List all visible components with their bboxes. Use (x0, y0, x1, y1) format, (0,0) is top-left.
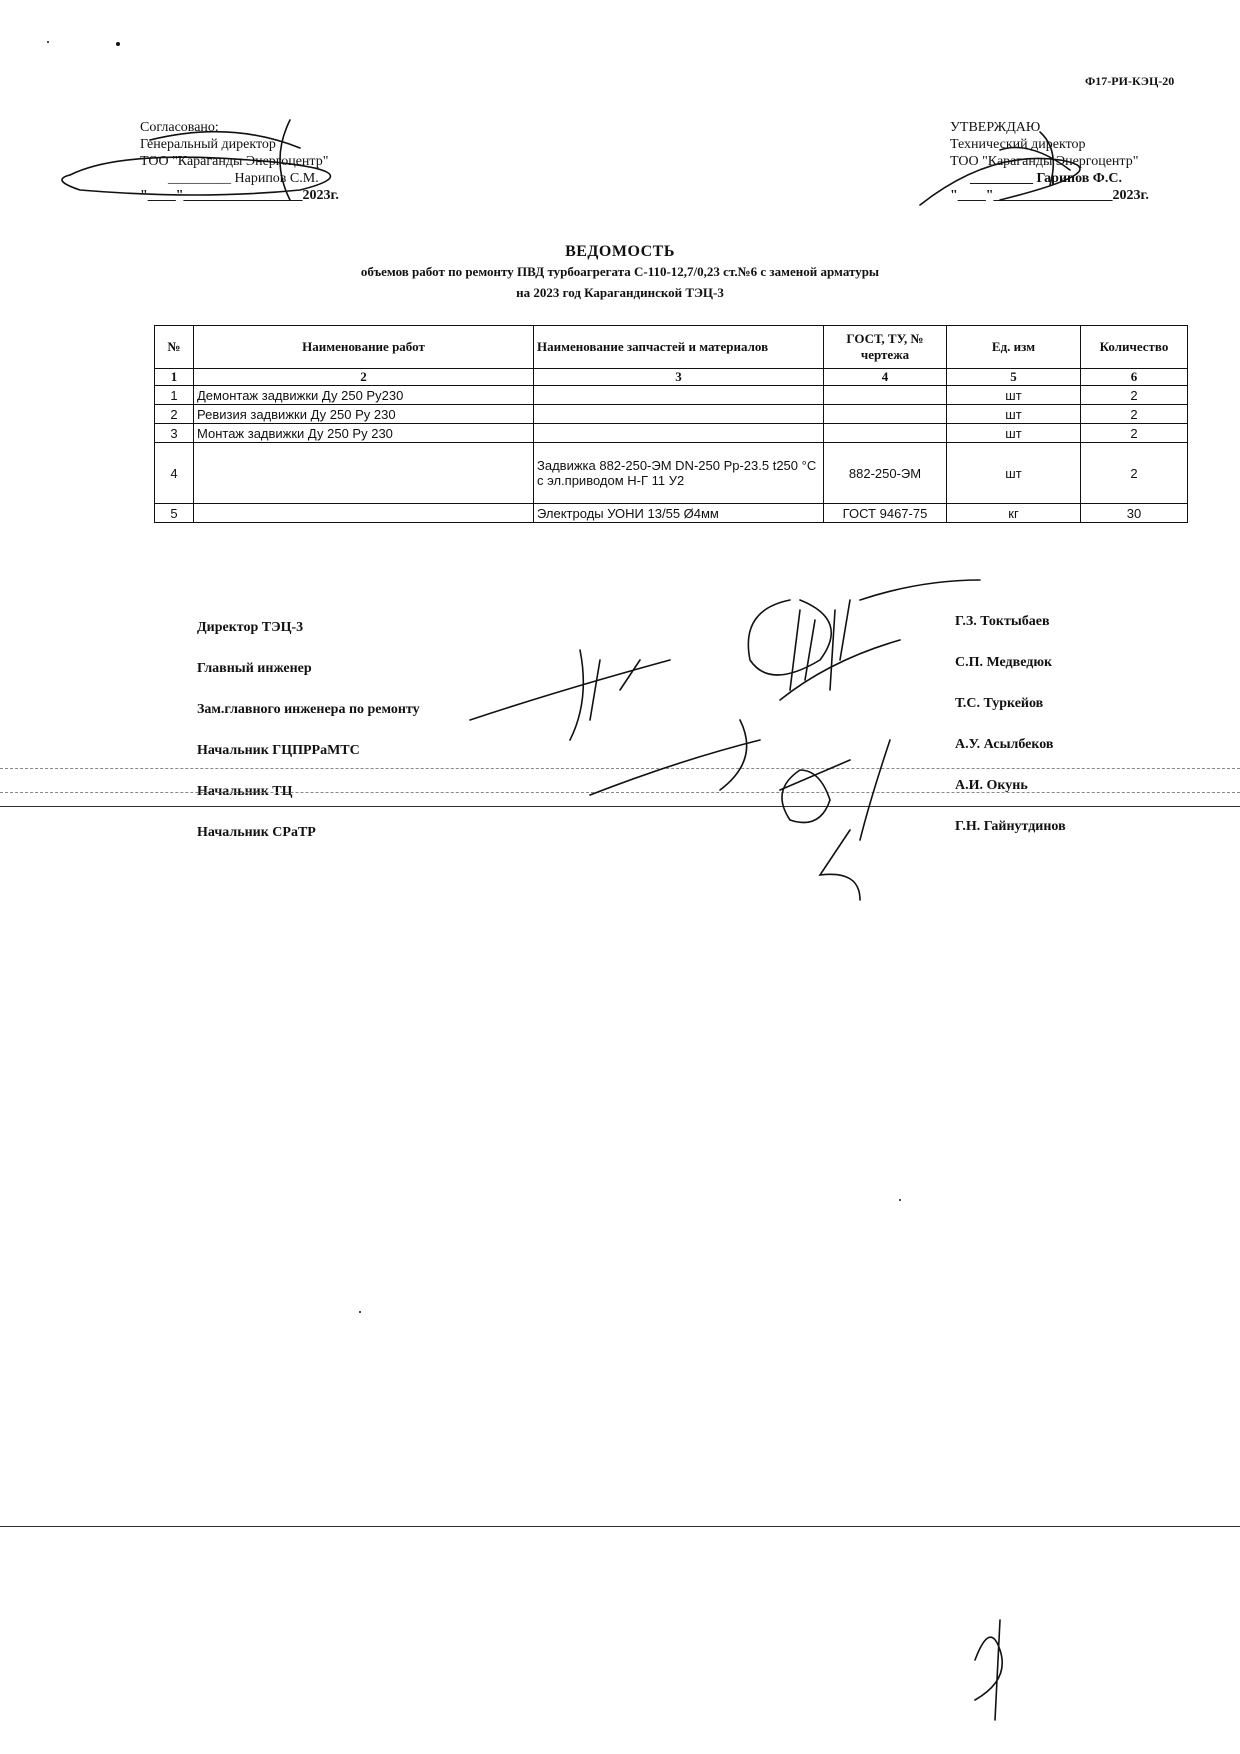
gcprr-signature (590, 720, 760, 795)
column-number: 6 (1081, 369, 1188, 386)
header-no: № (155, 326, 194, 369)
agreed-signature (62, 120, 330, 200)
row-qty: 2 (1081, 443, 1188, 504)
signatory-name: Г.З. Токтыбаев (955, 614, 1050, 629)
agreed-signer: _________ Нарипов С.М. (168, 171, 319, 186)
row-no: 5 (155, 504, 194, 523)
row-unit: шт (947, 386, 1081, 405)
signatory-title: Директор ТЭЦ-3 (197, 620, 304, 635)
signatory-name: С.П. Медведюк (955, 655, 1053, 670)
approved-signature (920, 132, 1080, 205)
row-unit: шт (947, 443, 1081, 504)
tc-signature (780, 760, 850, 823)
agreed-company: ТОО "Караганды Энергоцентр" (140, 154, 329, 169)
header-qty: Количество (1081, 326, 1188, 369)
row-material: Электроды УОНИ 13/55 Ø4мм (534, 504, 824, 523)
row-qty: 2 (1081, 386, 1188, 405)
header-unit: Ед. изм (947, 326, 1081, 369)
document-subtitle-year: на 2023 год Карагандинской ТЭЦ-3 (516, 285, 724, 300)
agreed-position: Генеральный директор (140, 137, 276, 152)
agreed-label: Согласовано: (140, 120, 219, 135)
signatory-name: Г.Н. Гайнутдинов (955, 819, 1066, 834)
approved-label: УТВЕРЖДАЮ (950, 120, 1041, 135)
signatory-title: Начальник ГЦПРРаМТС (197, 743, 360, 758)
approved-company: ТОО "Караганды Энергоцентр" (950, 154, 1139, 169)
signatory-title: Зам.главного инженера по ремонту (197, 702, 420, 717)
row-unit: кг (947, 504, 1081, 523)
signatory-title: Главный инженер (197, 661, 312, 676)
column-number: 4 (824, 369, 947, 386)
row-no: 4 (155, 443, 194, 504)
sratr-signature (820, 740, 890, 900)
page-initial (975, 1620, 1002, 1720)
row-qty: 30 (1081, 504, 1188, 523)
approved-position: Технический директор (950, 137, 1086, 152)
header-material: Наименование запчастей и материалов (534, 326, 824, 369)
row-no: 2 (155, 405, 194, 424)
row-qty: 2 (1081, 424, 1188, 443)
form-code: Ф17-РИ-КЭЦ-20 (1085, 74, 1175, 88)
row-no: 1 (155, 386, 194, 405)
row-material: Задвижка 882-250-ЭМ DN-250 Рр-23.5 t250 °С с эл.приводом Н-Г 11 У2 (534, 443, 824, 504)
deputy-signature (470, 650, 670, 740)
row-gost: 882-250-ЭМ (824, 443, 947, 504)
document-title: ВЕДОМОСТЬ (565, 243, 675, 260)
document-subtitle: объемов работ по ремонту ПВД турбоагрегата С-110-12,7/0,23 ст.№6 с заменой арматуры (360, 264, 880, 279)
agreed-date: "____"_________________2023г. (140, 188, 339, 203)
header-gost: ГОСТ, ТУ, № чертежа (824, 326, 947, 369)
signatory-name: Т.С. Туркейов (955, 696, 1044, 711)
signatory-title: Начальник СРаТР (197, 825, 316, 840)
signatory-title: Начальник ТЦ (197, 784, 293, 799)
column-number: 1 (155, 369, 194, 386)
column-number: 3 (534, 369, 824, 386)
signatory-name: А.У. Асылбеков (955, 737, 1054, 752)
row-work: Ревизия задвижки Ду 250 Ру 230 (194, 405, 534, 424)
column-number: 2 (194, 369, 534, 386)
row-work: Демонтаж задвижки Ду 250 Ру230 (194, 386, 534, 405)
column-number: 5 (947, 369, 1081, 386)
director-signature (748, 580, 980, 700)
row-unit: шт (947, 424, 1081, 443)
approved-date: "____"_________________2023г. (950, 188, 1149, 203)
signatory-name: А.И. Окунь (955, 778, 1028, 793)
row-unit: шт (947, 405, 1081, 424)
row-qty: 2 (1081, 405, 1188, 424)
row-work: Монтаж задвижки Ду 250 Ру 230 (194, 424, 534, 443)
row-gost: ГОСТ 9467-75 (824, 504, 947, 523)
approved-signer: _________ Гарипов Ф.С. (970, 171, 1122, 186)
row-no: 3 (155, 424, 194, 443)
header-work: Наименование работ (194, 326, 534, 369)
